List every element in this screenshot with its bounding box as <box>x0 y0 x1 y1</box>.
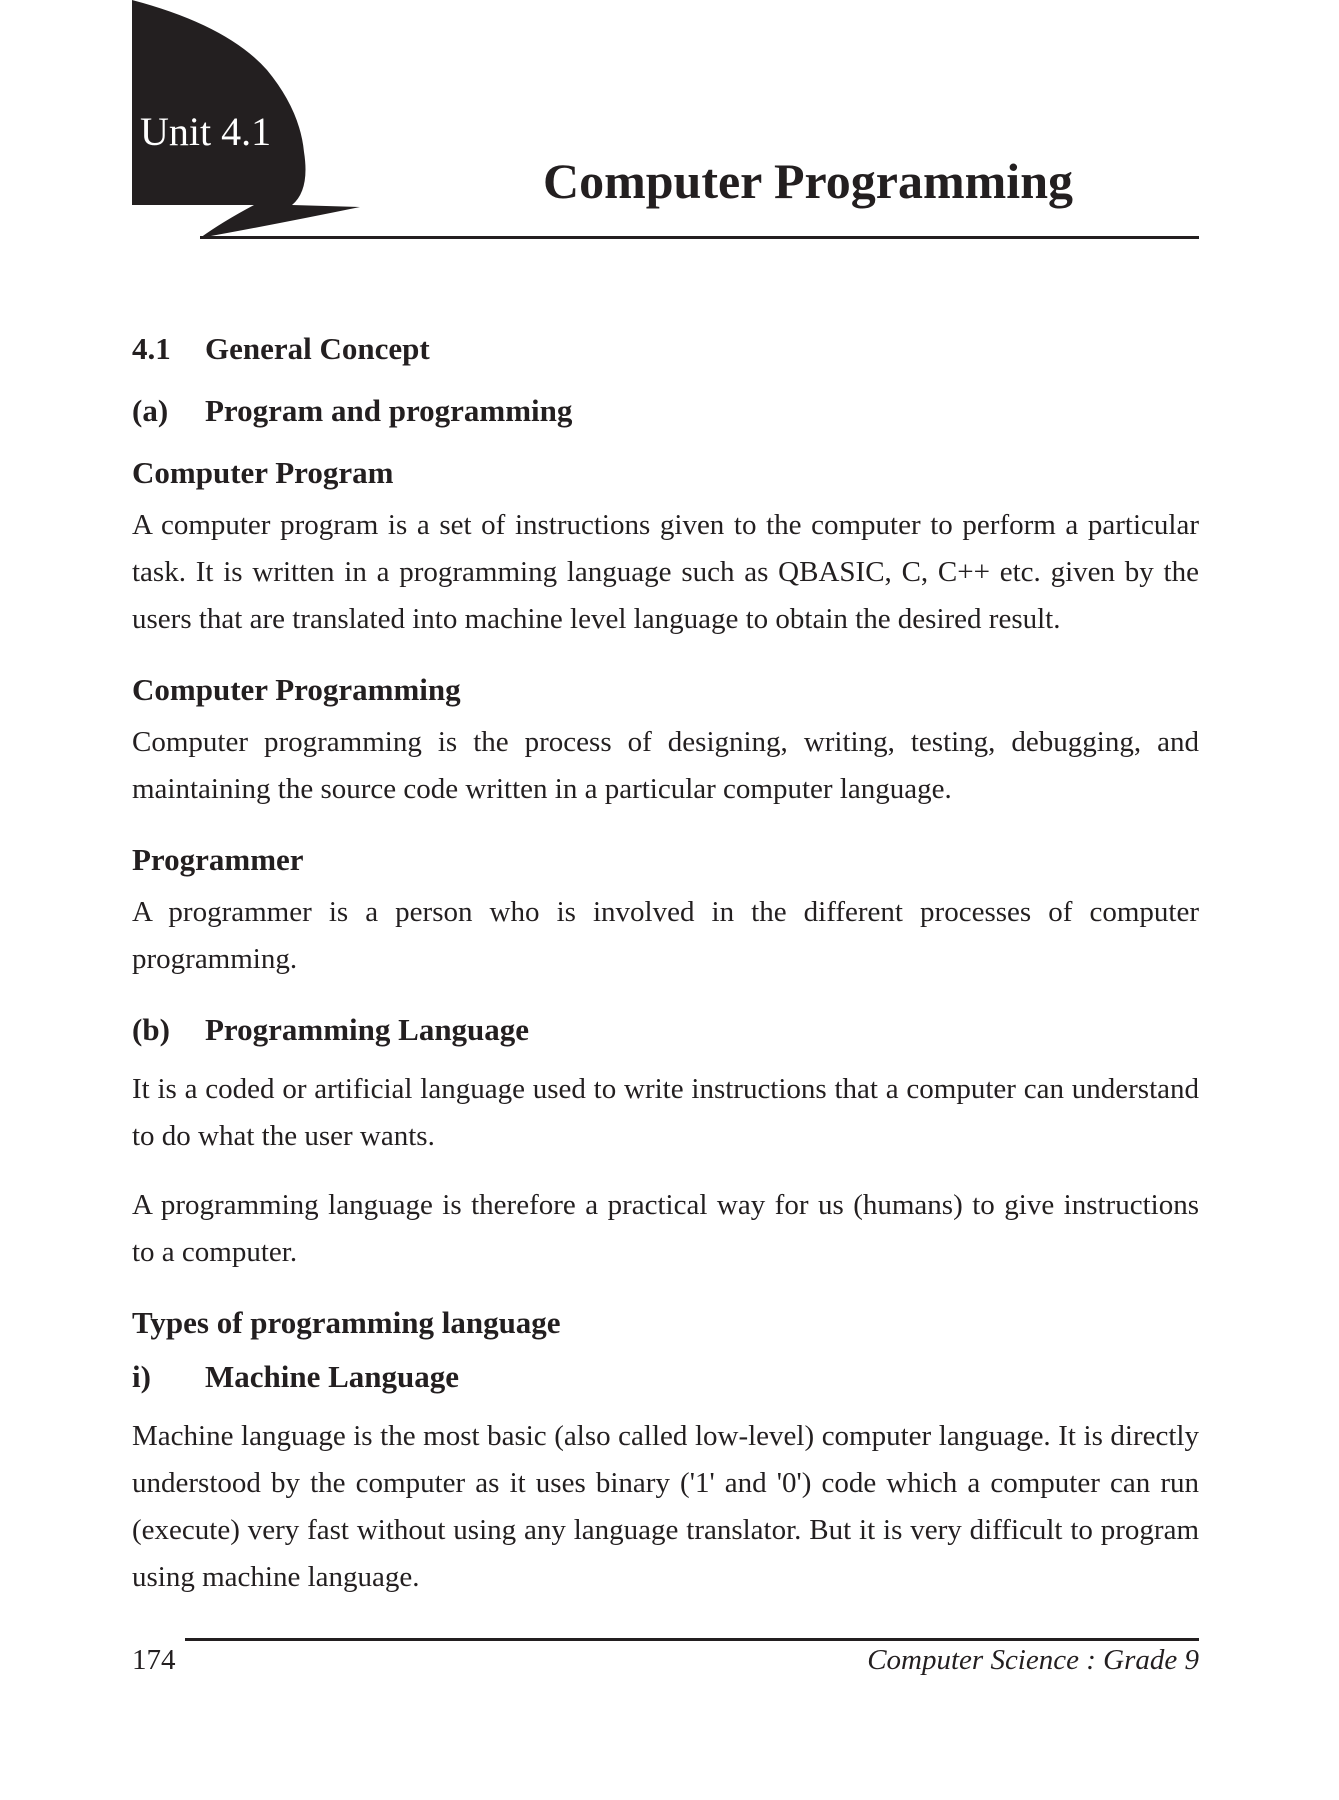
paragraph-computer-programming: Computer programming is the process of designing, writing, testing, debugging, and maintaining the source code written in a particular computer language. <box>132 726 1199 805</box>
heading-programmer: Programmer <box>132 842 304 877</box>
footer-rule <box>185 1638 1199 1641</box>
unit-label: Unit 4.1 <box>140 109 272 154</box>
title-rule <box>200 236 1199 239</box>
running-footer-title: Computer Science : Grade 9 <box>867 1644 1199 1676</box>
heading-types-of-programming-language: Types of programming language <box>132 1305 561 1340</box>
page-number: 174 <box>132 1644 176 1676</box>
subsection-heading-b <box>132 1012 529 1048</box>
paragraph-programming-language-2: A programming language is therefore a practical way for us (humans) to give instructions to a computer. <box>132 1189 1199 1268</box>
subsection-number: (b) <box>132 1012 170 1047</box>
section-title: General Concept <box>205 331 430 366</box>
paragraph-computer-program: A computer program is a set of instructions given to the computer to perform a particular task. It is written in a programming language such as QBASIC, C, C++ etc. given by the users that are translated into machine level language to obtain the desired result. <box>132 509 1199 635</box>
section-heading-4-1 <box>132 331 430 367</box>
paragraph-programmer: A programmer is a person who is involved in the different processes of computer programming. <box>132 896 1199 975</box>
subheading-title: Machine Language <box>205 1359 460 1394</box>
section-number: 4.1 <box>132 331 171 366</box>
paragraph-machine-language: Machine language is the most basic (also called low-level) computer language. It is directly understood by the computer as it uses binary ('1' and '0') code which a computer can run (execute) very fast without using any language translator. But it is very difficult to program using machine language. <box>132 1420 1199 1593</box>
subsection-title: Programming Language <box>205 1012 530 1047</box>
subsection-heading-a <box>132 393 572 429</box>
heading-computer-program: Computer Program <box>132 455 394 490</box>
heading-computer-programming: Computer Programming <box>132 672 461 707</box>
subheading-machine-language <box>132 1359 459 1395</box>
paragraph-programming-language-1: It is a coded or artificial language used to write instructions that a computer can understand to do what the user wants. <box>132 1073 1199 1152</box>
subsection-number: (a) <box>132 393 169 428</box>
page-title: Computer Programming <box>542 153 1073 209</box>
list-number: i) <box>132 1359 151 1394</box>
subsection-title: Program and programming <box>205 393 573 428</box>
